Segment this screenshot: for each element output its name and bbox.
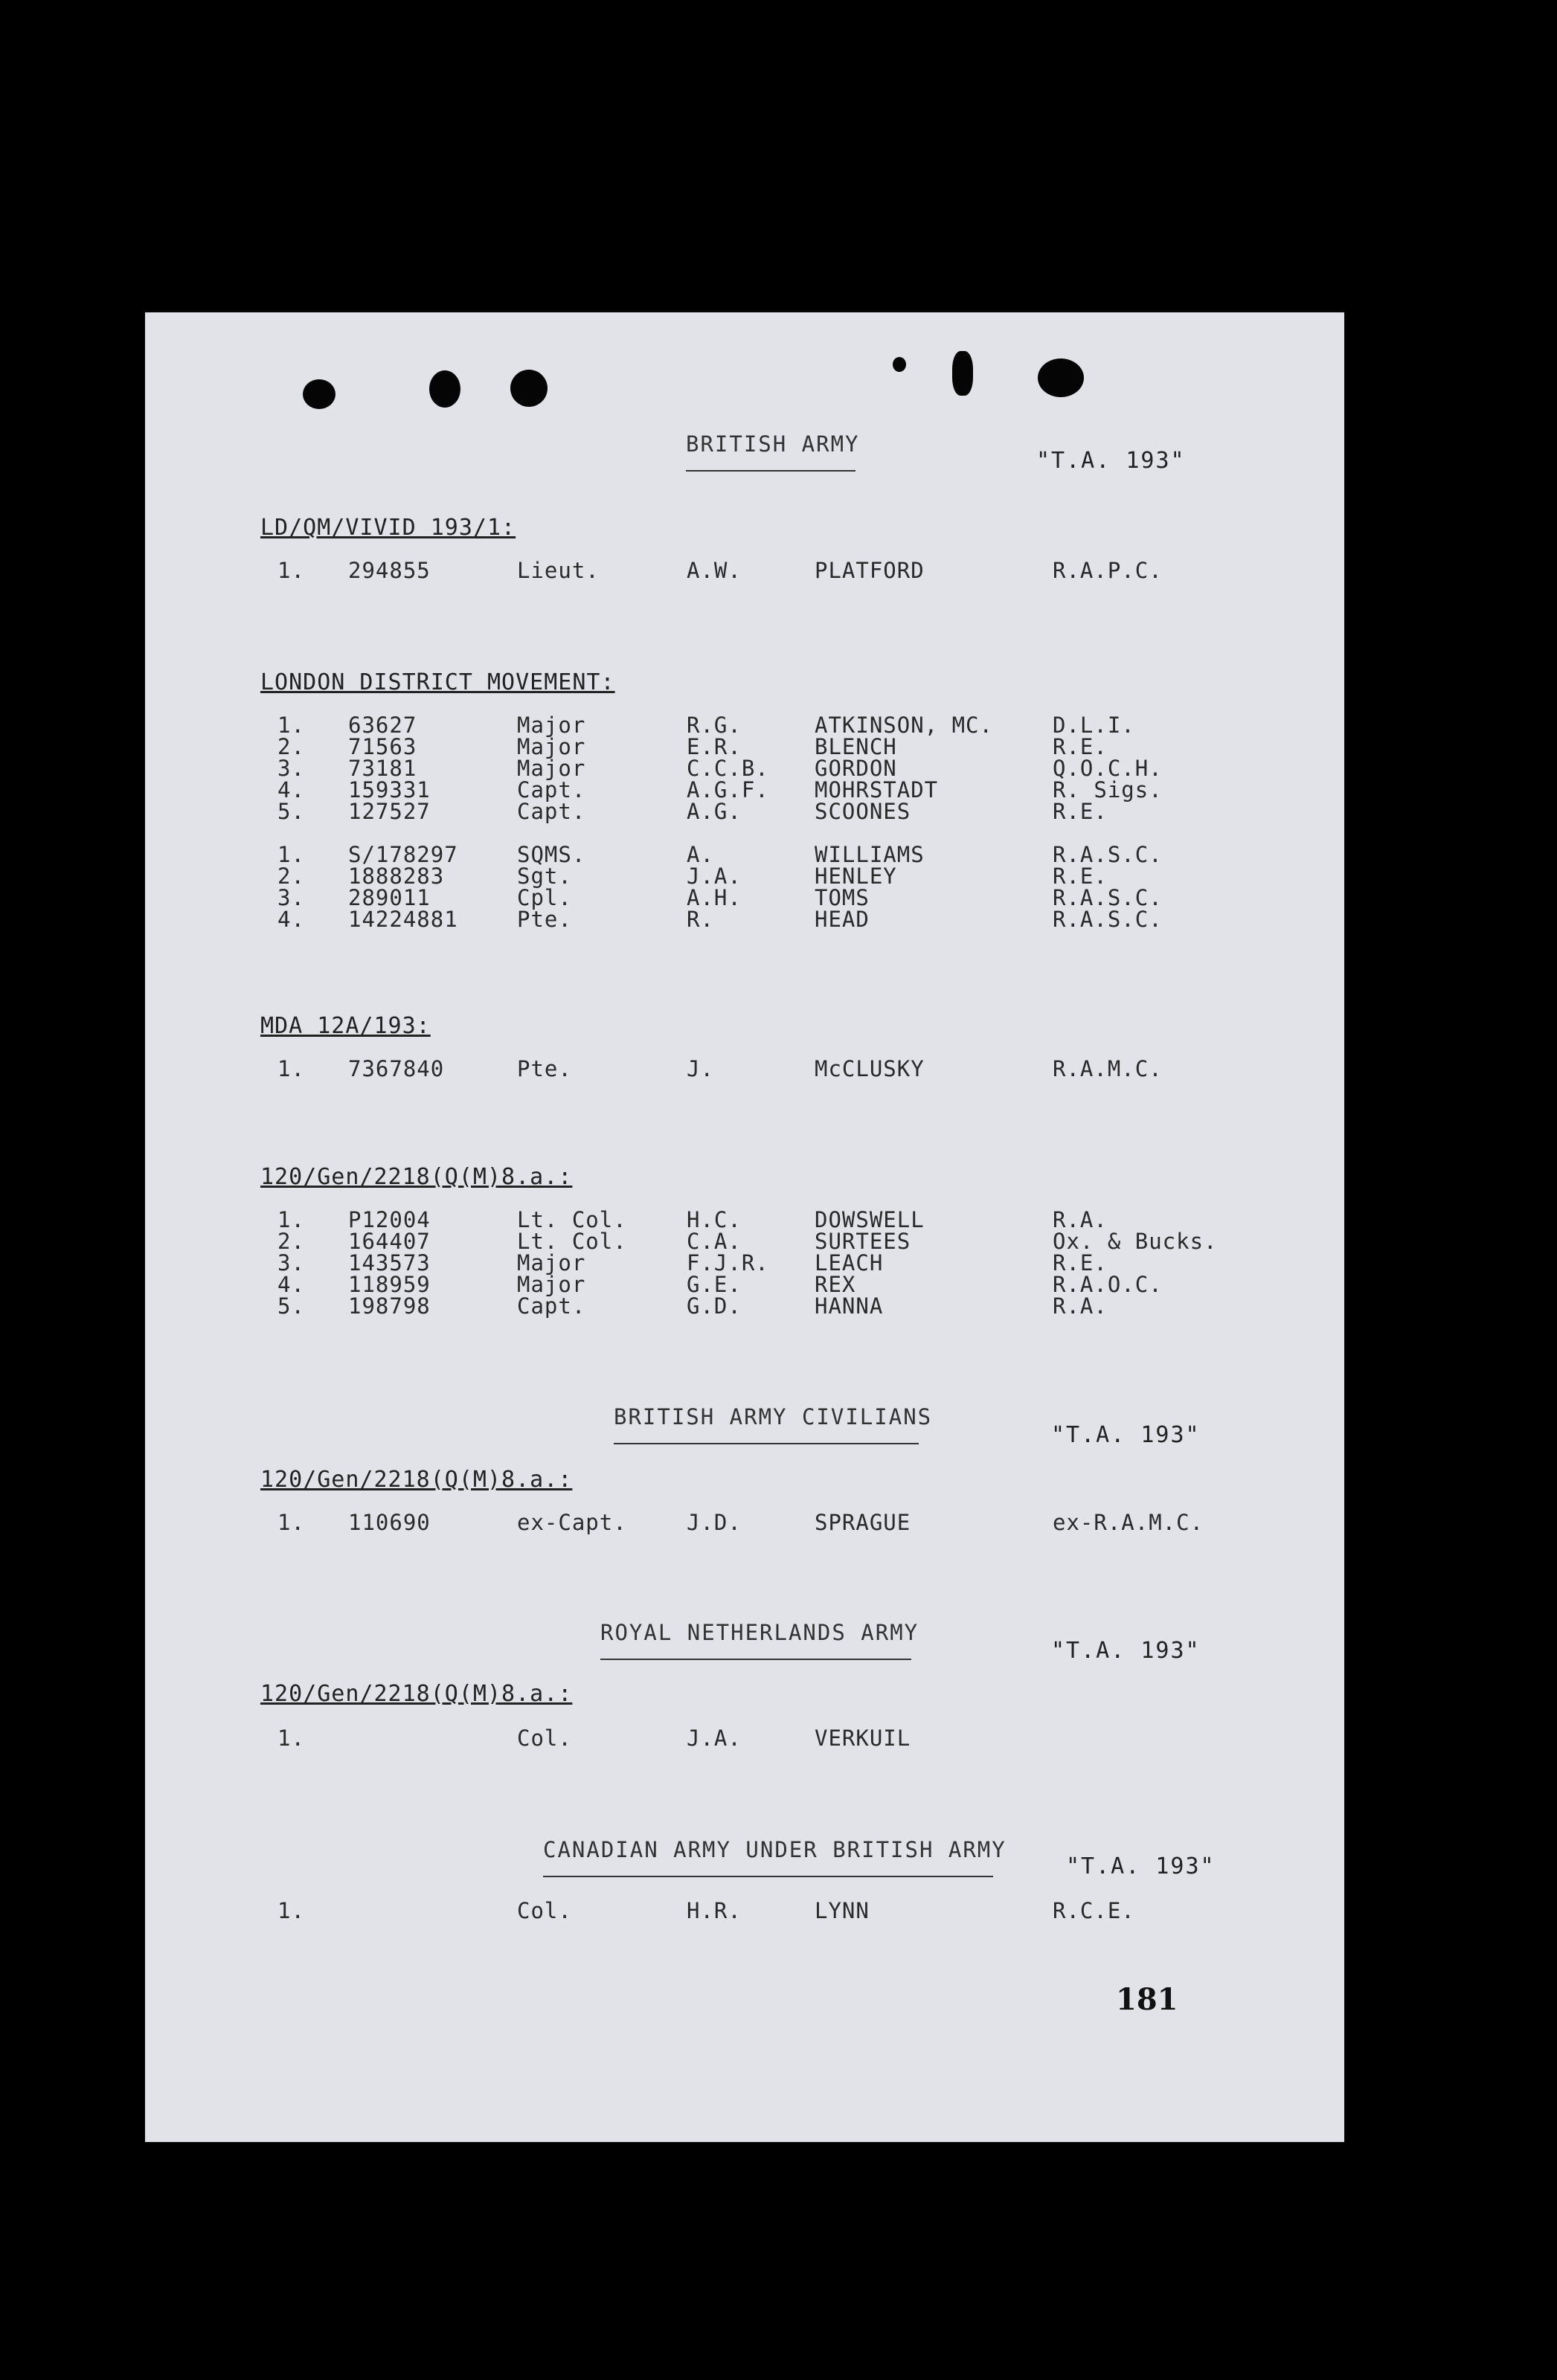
rank: Cpl. <box>517 885 572 910</box>
surname: GORDON <box>815 756 897 781</box>
initials: C.C.B. <box>687 756 769 781</box>
service-number: 118959 <box>348 1272 431 1297</box>
row-number: 3. <box>277 1250 305 1276</box>
row-number: 1. <box>277 1207 305 1232</box>
service-number: S/178297 <box>348 842 458 867</box>
service-number: 71563 <box>348 734 417 759</box>
rank: Capt. <box>517 777 586 803</box>
punch-hole <box>303 379 336 409</box>
row-number: 2. <box>277 1229 305 1254</box>
heading-underline <box>686 470 855 472</box>
service-number: 159331 <box>348 777 431 803</box>
unit: R.E. <box>1053 734 1108 759</box>
section-heading: BRITISH ARMY <box>686 431 860 457</box>
unit: R.A.P.C. <box>1053 558 1163 583</box>
service-number: 127527 <box>348 799 431 824</box>
rank: Lieut. <box>517 558 600 583</box>
unit: R.A.S.C. <box>1053 885 1163 910</box>
surname: PLATFORD <box>815 558 925 583</box>
surname: MOHRSTADT <box>815 777 939 803</box>
rank: ex-Capt. <box>517 1510 627 1535</box>
group-title: LD/QM/VIVID 193/1: <box>260 515 516 541</box>
document-page <box>145 312 1344 2142</box>
row-number: 5. <box>277 1293 305 1319</box>
unit: R.A.S.C. <box>1053 842 1163 867</box>
rank: Pte. <box>517 1056 572 1081</box>
group-title: 120/Gen/2218(Q(M)8.a.: <box>260 1681 573 1707</box>
punch-hole <box>1038 358 1084 397</box>
rank: Lt. Col. <box>517 1229 627 1254</box>
unit: R.A.M.C. <box>1053 1056 1163 1081</box>
row-number: 3. <box>277 756 305 781</box>
group-title: LONDON DISTRICT MOVEMENT: <box>260 669 615 695</box>
service-number: 289011 <box>348 885 431 910</box>
unit: ex-R.A.M.C. <box>1053 1510 1204 1535</box>
unit: R.A. <box>1053 1293 1108 1319</box>
group-title: MDA 12A/193: <box>260 1013 431 1039</box>
reference-code: "T.A. 193" <box>1051 1422 1201 1448</box>
initials: E.R. <box>687 734 742 759</box>
reference-code: "T.A. 193" <box>1051 1638 1201 1664</box>
service-number: 1888283 <box>348 863 445 889</box>
rank: Major <box>517 1272 586 1297</box>
initials: G.D. <box>687 1293 742 1319</box>
initials: A.W. <box>687 558 742 583</box>
rank: Capt. <box>517 799 586 824</box>
surname: HEAD <box>815 907 870 932</box>
initials: J.A. <box>687 1726 742 1751</box>
surname: DOWSWELL <box>815 1207 925 1232</box>
initials: F.J.R. <box>687 1250 769 1276</box>
unit: D.L.I. <box>1053 713 1135 738</box>
rank: Capt. <box>517 1293 586 1319</box>
initials: A.H. <box>687 885 742 910</box>
initials: C.A. <box>687 1229 742 1254</box>
row-number: 1. <box>277 1056 305 1081</box>
row-number: 1. <box>277 558 305 583</box>
service-number: 143573 <box>348 1250 431 1276</box>
rank: Major <box>517 734 586 759</box>
surname: VERKUIL <box>815 1726 911 1751</box>
initials: H.R. <box>687 1898 742 1923</box>
row-number: 1. <box>277 1510 305 1535</box>
surname: ATKINSON, MC. <box>815 713 993 738</box>
rank: Major <box>517 713 586 738</box>
service-number: 14224881 <box>348 907 458 932</box>
service-number: 294855 <box>348 558 431 583</box>
row-number: 1. <box>277 713 305 738</box>
reference-code: "T.A. 193" <box>1036 448 1186 474</box>
group-title: 120/Gen/2218(Q(M)8.a.: <box>260 1164 573 1190</box>
section-heading: CANADIAN ARMY UNDER BRITISH ARMY <box>543 1837 1007 1862</box>
rank: Sgt. <box>517 863 572 889</box>
surname: TOMS <box>815 885 870 910</box>
punch-hole <box>429 370 460 408</box>
initials: H.C. <box>687 1207 742 1232</box>
initials: J. <box>687 1056 714 1081</box>
row-number: 1. <box>277 1726 305 1751</box>
row-number: 4. <box>277 777 305 803</box>
heading-underline <box>600 1659 911 1660</box>
group-title: 120/Gen/2218(Q(M)8.a.: <box>260 1467 573 1493</box>
punch-hole <box>510 370 548 407</box>
unit: R.C.E. <box>1053 1898 1135 1923</box>
row-number: 3. <box>277 885 305 910</box>
rank: Col. <box>517 1898 572 1923</box>
row-number: 5. <box>277 799 305 824</box>
heading-underline <box>614 1443 919 1444</box>
surname: HENLEY <box>815 863 897 889</box>
initials: R. <box>687 907 714 932</box>
rank: Major <box>517 756 586 781</box>
service-number: 73181 <box>348 756 417 781</box>
surname: LEACH <box>815 1250 884 1276</box>
row-number: 1. <box>277 1898 305 1923</box>
surname: McCLUSKY <box>815 1056 925 1081</box>
unit: R. Sigs. <box>1053 777 1163 803</box>
service-number: 198798 <box>348 1293 431 1319</box>
surname: LYNN <box>815 1898 870 1923</box>
initials: A.G. <box>687 799 742 824</box>
initials: J.D. <box>687 1510 742 1535</box>
heading-underline <box>543 1876 993 1877</box>
initials: A.G.F. <box>687 777 769 803</box>
unit: Ox. & Bucks. <box>1053 1229 1218 1254</box>
section-heading: BRITISH ARMY CIVILIANS <box>614 1404 933 1429</box>
row-number: 2. <box>277 734 305 759</box>
section-heading: ROYAL NETHERLANDS ARMY <box>600 1620 919 1645</box>
punch-hole <box>952 351 973 396</box>
page-number: 181 <box>1116 1982 1178 2017</box>
service-number: 110690 <box>348 1510 431 1535</box>
unit: Q.O.C.H. <box>1053 756 1163 781</box>
service-number: P12004 <box>348 1207 431 1232</box>
rank: Major <box>517 1250 586 1276</box>
reference-code: "T.A. 193" <box>1066 1853 1216 1879</box>
row-number: 1. <box>277 842 305 867</box>
surname: SCOONES <box>815 799 911 824</box>
rank: SQMS. <box>517 842 586 867</box>
punch-hole <box>893 357 906 372</box>
service-number: 164407 <box>348 1229 431 1254</box>
initials: R.G. <box>687 713 742 738</box>
surname: REX <box>815 1272 856 1297</box>
rank: Lt. Col. <box>517 1207 627 1232</box>
service-number: 63627 <box>348 713 417 738</box>
surname: WILLIAMS <box>815 842 925 867</box>
initials: J.A. <box>687 863 742 889</box>
unit: R.E. <box>1053 799 1108 824</box>
unit: R.E. <box>1053 863 1108 889</box>
row-number: 2. <box>277 863 305 889</box>
surname: SPRAGUE <box>815 1510 911 1535</box>
rank: Pte. <box>517 907 572 932</box>
unit: R.A.O.C. <box>1053 1272 1163 1297</box>
initials: G.E. <box>687 1272 742 1297</box>
unit: R.A.S.C. <box>1053 907 1163 932</box>
surname: BLENCH <box>815 734 897 759</box>
surname: HANNA <box>815 1293 884 1319</box>
unit: R.E. <box>1053 1250 1108 1276</box>
row-number: 4. <box>277 907 305 932</box>
surname: SURTEES <box>815 1229 911 1254</box>
row-number: 4. <box>277 1272 305 1297</box>
service-number: 7367840 <box>348 1056 445 1081</box>
rank: Col. <box>517 1726 572 1751</box>
unit: R.A. <box>1053 1207 1108 1232</box>
initials: A. <box>687 842 714 867</box>
